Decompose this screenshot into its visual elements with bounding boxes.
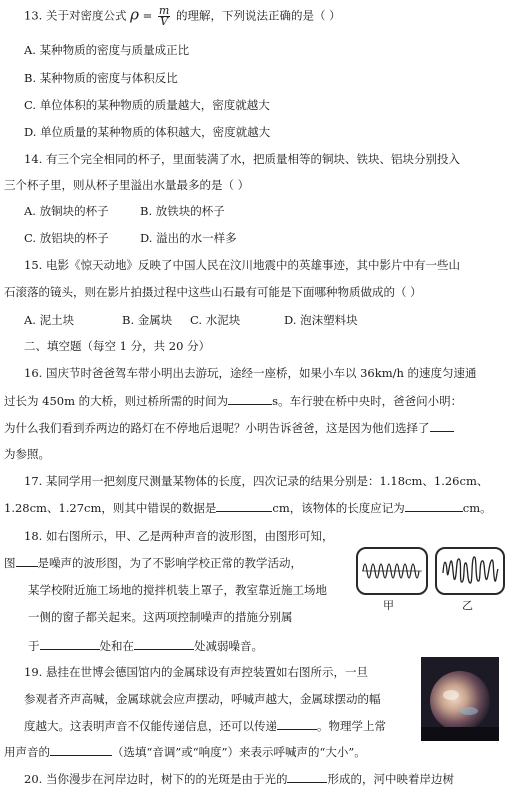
q13-stem-text-end: 的理解，下列说法正确的是（ ） (175, 8, 341, 23)
q13-option-d: D. 单位质量的某种物质的体积越大，密度就越大 (24, 125, 271, 139)
q13-option-c: C. 单位体积的某种物质的质量越大，密度就越大 (24, 98, 270, 112)
section-heading: 二、填空题（每空 1 分，共 20 分） (24, 339, 211, 353)
fraction-numerator: m (158, 4, 170, 17)
sine-wave-graphic (358, 549, 426, 593)
q16-stem-line-4: 为参照。 (4, 447, 50, 461)
q16-text-c: 为什么我们看到乔两边的路灯在不停地后退呢？小明告诉爸爸，这是因为他们选择了 (4, 421, 430, 435)
q16-reference-blank[interactable] (430, 420, 454, 432)
q20-light-blank[interactable] (287, 771, 327, 783)
q15-option-d: D. 泡沫塑料块 (284, 313, 358, 327)
q14-option-a: A. 放铜块的杯子 (24, 204, 109, 218)
q19-text-a: 度越大。这表明声音不仅能传递信息，还可以传递 (24, 719, 277, 733)
q20-stem-line-1 (24, 771, 454, 787)
q20-text-b: 形成的，河中映着岸边树 (327, 772, 454, 786)
q18-text-b: 是噪声的波形图，为了不影响学校正常的教学活动， (37, 556, 302, 570)
q19-stem-line-3 (24, 718, 386, 734)
q13-option-a: A. 某种物质的密度与质量成正比 (24, 43, 190, 57)
caption-yi: 乙 (462, 599, 473, 612)
q18-stem-line-1: 18. 如右图所示，甲、乙是两种声音的波形图，由图形可知， (24, 529, 334, 543)
q18-text-a2: 于 (28, 639, 40, 653)
q13-stem-text: 13. 关于对密度公式 (24, 8, 127, 23)
q18-text-c2: 处减弱噪音。 (194, 639, 263, 653)
q18-text-b2: 处和在 (99, 639, 134, 653)
q14-option-d: D. 溢出的水一样多 (140, 231, 237, 245)
q16-text-a: 过长为 450m 的大桥，则过桥所需的时间为 (4, 394, 229, 408)
q18-stem-line-5 (28, 638, 263, 654)
q15-option-a: A. 泥土块 (24, 313, 75, 327)
q19-text-d: （选填“音调”或“响度”）来表示呼喊声的“大小”。 (112, 745, 366, 759)
q19-stem-line-1: 19. 悬挂在世博会德国馆内的金属球设有声控装置如右图所示，一旦 (24, 665, 368, 679)
q18-figure-blank[interactable] (16, 555, 38, 567)
q13-stem (24, 6, 341, 27)
caption-jia: 甲 (383, 599, 394, 612)
wave-figure-yi (435, 547, 505, 595)
q14-stem-line-2: 三个杯子里，则从杯子里溢出水量最多的是（ ） (4, 178, 250, 192)
q19-energy-blank[interactable] (277, 718, 317, 730)
q14-stem-line-1: 14. 有三个完全相同的杯子，里面装满了水，把质量相等的铜块、铁块、铝块分别投入 (24, 152, 460, 166)
q18-stem-line-2 (4, 555, 302, 571)
q17-stem-line-1: 17. 某同学用一把刻度尺测量某物体的长度，四次记录的结果分别是：1.18cm、1.26cm、 (24, 474, 489, 488)
q16-stem-line-2 (4, 393, 462, 409)
q17-text-c: cm。 (462, 501, 492, 515)
q13-option-b: B. 某种物质的密度与体积反比 (24, 71, 178, 85)
q19-stem-line-2: 参观者齐声高喊，金属球就会应声摆动，呼喊声越大，金属球摆动的幅 (24, 692, 381, 706)
q18-stem-line-4: 一侧的窗子都关起来。这两项控制噪声的措施分别属 (28, 610, 293, 624)
q17-length-blank[interactable] (405, 500, 463, 512)
q16-answer-blank[interactable] (228, 393, 272, 405)
q19-stem-line-4 (4, 744, 366, 760)
fraction-denominator: V (160, 15, 169, 28)
metal-ball-photo (421, 657, 499, 741)
density-fraction (158, 6, 170, 27)
q17-text-a: 1.28cm、1.27cm，则其中错误的数据是 (4, 501, 217, 515)
q19-text-b: 。物理学上常 (317, 719, 386, 733)
q19-loudness-blank[interactable] (50, 744, 112, 756)
wave-figure-jia (356, 547, 428, 595)
q14-option-b: B. 放铁块的杯子 (140, 204, 225, 218)
q18-source-blank[interactable] (40, 638, 100, 650)
equals-sign: = (142, 8, 153, 23)
q15-stem-line-1: 15. 电影《惊天动地》反映了中国人民在汶川地震中的英雄事迹，其中影片中有一些山 (24, 258, 460, 272)
q15-option-b: B. 金属块 (122, 313, 173, 327)
q18-stem-line-3: 某学校附近施工场地的搅拌机装上罩子，教室靠近施工场地 (28, 583, 327, 597)
q17-text-b: cm，该物体的长度应记为 (272, 501, 405, 515)
noise-wave-graphic (437, 549, 503, 593)
q16-stem-line-1: 16. 国庆节时爸爸驾车带小明出去游玩，途经一座桥，如果小车以 36km/h 的速度匀速通 (24, 366, 477, 380)
q16-stem-line-3 (4, 420, 454, 436)
density-symbol: ρ (130, 5, 139, 24)
q18-path-blank[interactable] (134, 638, 194, 650)
q20-text-a: 20. 当你漫步在河岸边时，树下的的光斑是由于光的 (24, 772, 288, 786)
q15-option-c: C. 水泥块 (190, 313, 241, 327)
q17-stem-line-2 (4, 500, 492, 516)
q15-stem-line-2: 石滚落的镜头，则在影片拍摄过程中这些山石最有可能是下面哪种物质做成的（ ） (4, 285, 422, 299)
q17-wrong-data-blank[interactable] (216, 500, 272, 512)
q18-text-a: 图 (4, 556, 16, 570)
q14-option-c: C. 放铝块的杯子 (24, 231, 109, 245)
q16-text-b: s。车行驶在桥中央时，爸爸问小明： (272, 394, 463, 408)
q19-text-c: 用声音的 (4, 745, 50, 759)
